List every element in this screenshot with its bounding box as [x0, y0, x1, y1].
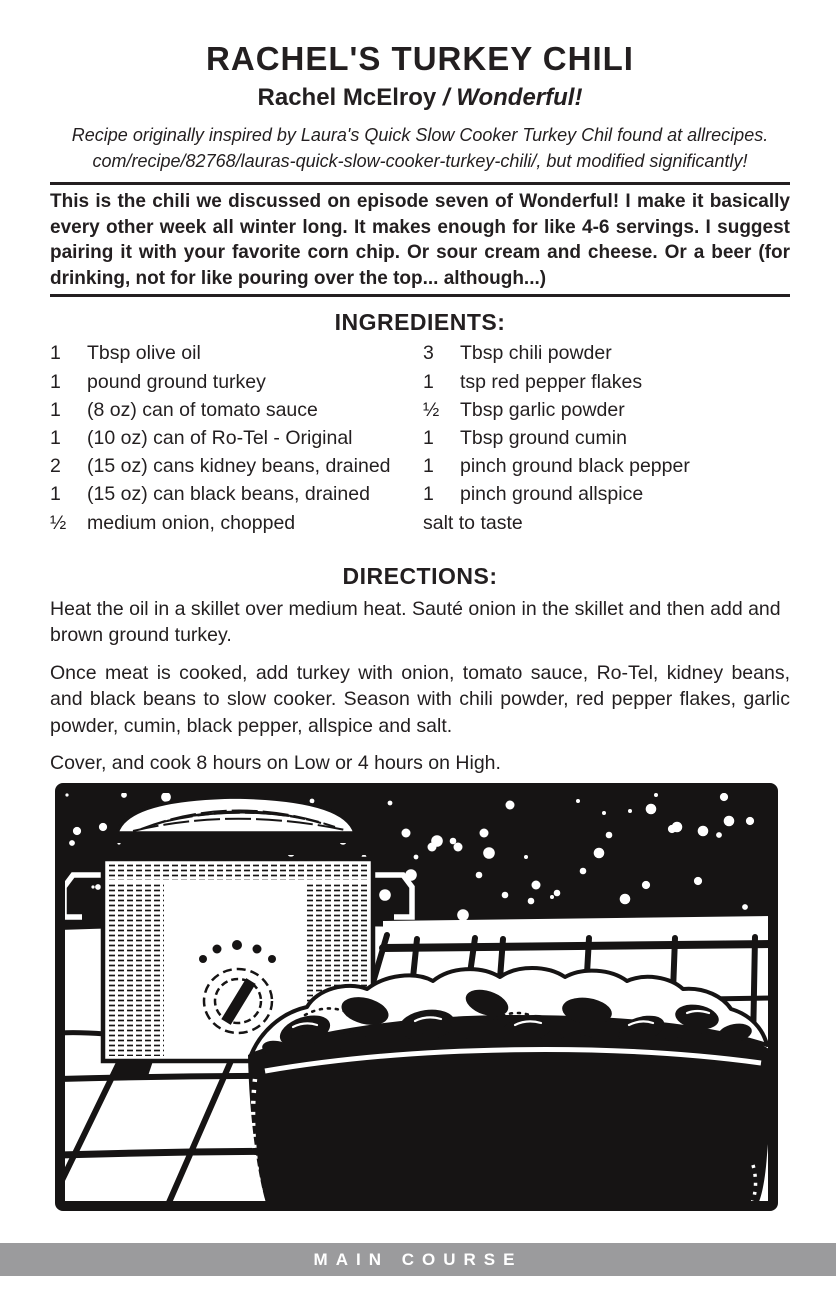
byline — [50, 84, 790, 112]
slow-cooker-and-chili-bowl-illustration — [55, 783, 778, 1211]
recipe-content — [0, 40, 836, 1211]
ingredient-item: (10 oz) can of Ro-Tel - Original — [87, 426, 353, 449]
byline-show-name: / Wonderful! — [442, 84, 583, 111]
attribution-line-1: Recipe originally inspired by Laura's Quick Slow Cooker Turkey Chil found at allrecipes. — [71, 125, 769, 145]
attribution — [50, 122, 790, 174]
ingredient-qty: 1 — [50, 483, 61, 506]
intro-note: This is the chili we discussed on episode seven of Wonderful! I make it basically every other week all winter long. It makes enough for like 4-6 servings. I suggest pairing it with your favorite corn chip. Or sour cream and cheese. Or a beer (for drinking, not for like pouring over the top... although...) — [50, 191, 790, 289]
ingredients-heading: INGREDIENTS: — [334, 309, 506, 336]
ingredient-item: Tbsp olive oil — [87, 342, 201, 365]
ingredient-item: tsp red pepper flakes — [460, 370, 643, 393]
ingredient-row — [50, 396, 423, 424]
ingredient-qty: 1 — [423, 455, 434, 478]
divider-bottom — [50, 294, 790, 297]
ingredient-qty: 3 — [423, 342, 434, 365]
ingredient-qty: 1 — [50, 426, 61, 449]
ingredient-item: medium onion, chopped — [87, 511, 296, 534]
ingredients-column-left — [50, 339, 423, 536]
direction-step-3: Cover, and cook 8 hours on Low or 4 hours on High. — [50, 752, 501, 775]
ingredient-row — [423, 480, 790, 508]
ingredient-row — [50, 452, 423, 480]
ingredient-row — [50, 368, 423, 396]
ingredient-item: (15 oz) can black beans, drained — [87, 483, 370, 506]
ingredient-qty: 1 — [423, 483, 434, 506]
ingredient-row — [50, 424, 423, 452]
ingredient-note: salt to taste — [423, 511, 523, 534]
ingredient-qty: 1 — [423, 426, 434, 449]
ingredient-row — [423, 339, 790, 367]
ingredient-row — [423, 452, 790, 480]
ingredient-row — [50, 339, 423, 367]
ingredients-column-right — [423, 339, 790, 536]
ingredient-qty: 1 — [423, 370, 434, 393]
ingredient-item: pound ground turkey — [87, 370, 266, 393]
directions-heading: DIRECTIONS: — [342, 562, 498, 589]
ingredient-qty: 2 — [50, 455, 61, 478]
ingredient-item: Tbsp chili powder — [460, 342, 612, 365]
ingredient-item: (8 oz) can of tomato sauce — [87, 398, 318, 421]
category-label: MAIN COURSE — [313, 1250, 523, 1269]
ingredient-item: Tbsp ground cumin — [460, 426, 627, 449]
category-bar — [0, 1243, 836, 1276]
ingredient-row — [50, 480, 423, 508]
ingredient-qty: ½ — [423, 398, 440, 421]
direction-step-2: Once meat is cooked, add turkey with onion, tomato sauce, Ro-Tel, kidney beans, and black beans to slow cooker. Season with chili powder, red pepper flakes, garlic powder, cumin, black pepper, allspice and salt. — [50, 661, 790, 737]
ingredient-qty: 1 — [50, 370, 61, 393]
ingredient-item: pinch ground black pepper — [460, 455, 690, 478]
divider-top — [50, 182, 790, 185]
page-title: RACHEL'S TURKEY CHILI — [206, 40, 634, 77]
ingredient-item: (15 oz) cans kidney beans, drained — [87, 455, 391, 478]
byline-author: Rachel McElroy — [257, 84, 437, 111]
ingredient-qty: 1 — [50, 342, 61, 365]
ingredient-row — [423, 368, 790, 396]
ingredient-item: Tbsp garlic powder — [460, 398, 625, 421]
ingredient-row — [50, 509, 423, 537]
ingredient-row — [423, 509, 790, 537]
direction-step-1: Heat the oil in a skillet over medium heat. Sauté onion in the skillet and then add and brown ground turkey. — [50, 597, 781, 647]
ingredient-row — [423, 424, 790, 452]
attribution-line-2: com/recipe/82768/lauras-quick-slow-cooker-turkey-chili/, but modified significantly! — [92, 151, 748, 171]
ingredients-list — [50, 339, 790, 536]
ingredient-row — [423, 396, 790, 424]
ingredient-item: pinch ground allspice — [460, 483, 644, 506]
ingredient-qty: ½ — [50, 511, 67, 534]
chili-bowl — [248, 968, 771, 1211]
ingredient-qty: 1 — [50, 398, 61, 421]
